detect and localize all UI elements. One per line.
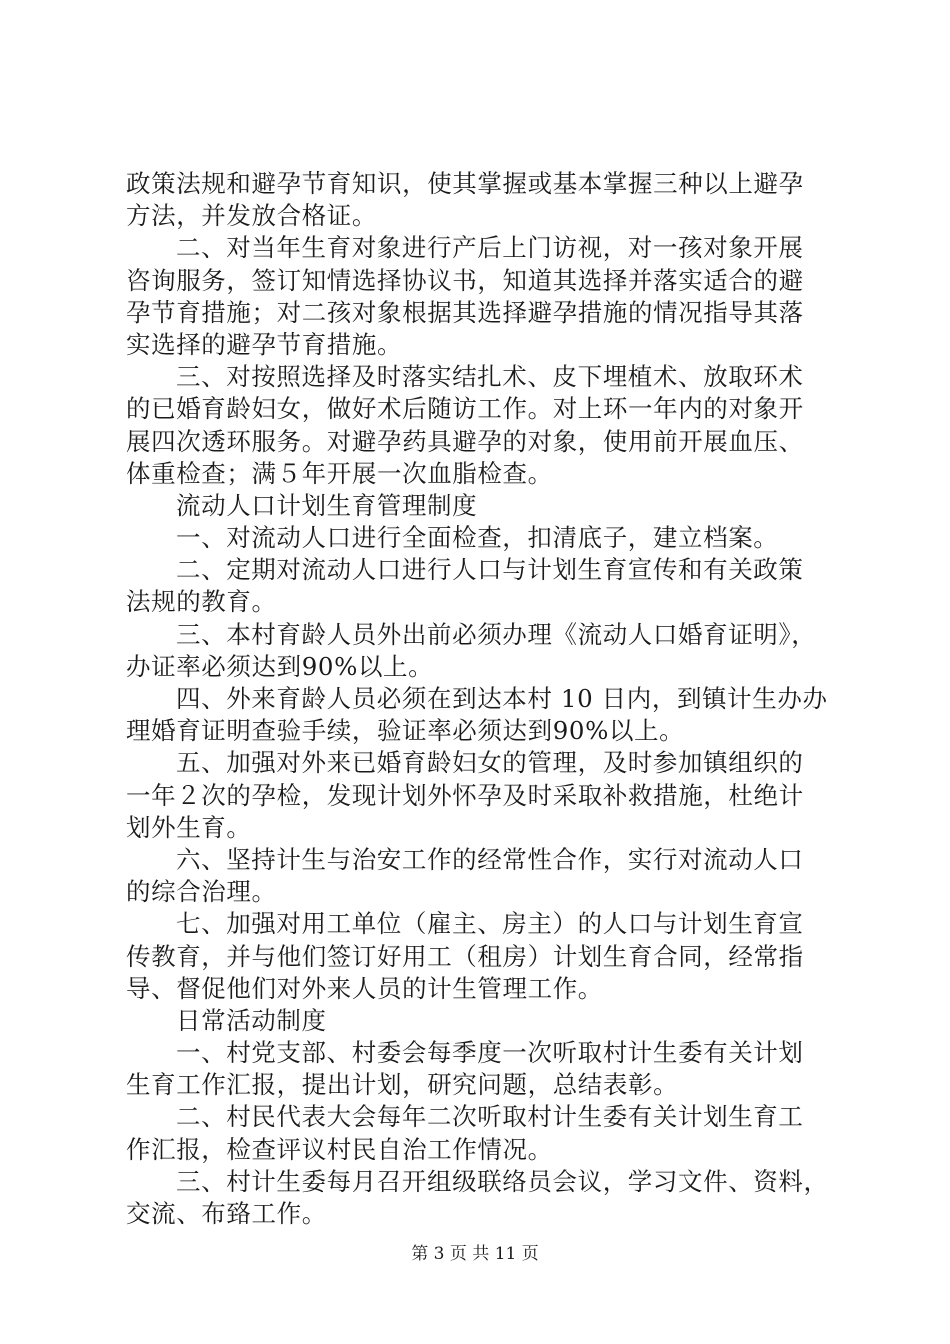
paragraph-line: 导、督促他们对外来人员的计生管理工作。: [126, 973, 603, 1003]
paragraph-line: 法规的教育。: [126, 587, 277, 617]
page-footer: 第 3 页 共 11 页: [411, 1244, 539, 1264]
paragraph-line: 一年２次的孕检，发现计划外怀孕及时采取补救措施，杜绝计: [126, 780, 804, 810]
paragraph-first-line: 五、加强对外来已婚育龄妇女的管理，及时参加镇组织的: [176, 748, 804, 778]
paragraph-first-line: 一、村党支部、村委会每季度一次听取村计生委有关计划: [176, 1038, 804, 1068]
paragraph-first-line: 三、本村育龄人员外出前必须办理《流动人口婚育证明》，: [176, 619, 817, 649]
paragraph-line: 划外生育。: [126, 812, 252, 842]
paragraph-line: 生育工作汇报，提出计划，研究问题，总结表彰。: [126, 1070, 679, 1100]
paragraph-line: 理婚育证明查验手续，验证率必须达到90%以上。: [126, 716, 685, 746]
paragraph-first-line: 六、坚持计生与治安工作的经常性合作，实行对流动人口: [176, 844, 804, 874]
paragraph-line: 的已婚育龄妇女，做好术后随访工作。对上环一年内的对象开: [126, 394, 804, 424]
paragraph-first-line: 二、村民代表大会每年二次听取村计生委有关计划生育工: [176, 1102, 804, 1132]
paragraph-line: 方法，并发放合格证。: [126, 201, 377, 231]
paragraph-first-line: 七、加强对用工单位（雇主、房主）的人口与计划生育宣: [176, 909, 804, 939]
paragraph-line: 政策法规和避孕节育知识，使其掌握或基本掌握三种以上避孕: [126, 169, 804, 198]
paragraph-line: 的综合治理。: [126, 877, 277, 907]
paragraph-first-line: 日常活动制度: [176, 1005, 327, 1035]
paragraph-line: 办证率必须达到90%以上。: [126, 651, 434, 681]
paragraph-first-line: 二、对当年生育对象进行产后上门访视，对一孩对象开展: [176, 233, 804, 263]
paragraph-line: 咨询服务，签订知情选择协议书，知道其选择并落实适合的避: [126, 265, 804, 295]
paragraph-line: 体重检查；满５年开展一次血脂检查。: [126, 458, 553, 488]
paragraph-first-line: 四、外来育龄人员必须在到达本村 10 日内，到镇计生办办: [176, 684, 828, 713]
paragraph-line: 孕节育措施；对二孩对象根据其选择避孕措施的情况指导其落: [126, 297, 804, 327]
document-body: [126, 168, 830, 1230]
paragraph-line: 传教育，并与他们签订好用工（租房）计划生育合同，经常指: [126, 941, 804, 971]
paragraph-first-line: 二、定期对流动人口进行人口与计划生育宣传和有关政策: [176, 555, 804, 585]
paragraph-first-line: 三、村计生委每月召开组级联络员会议，学习文件、资料，: [176, 1166, 829, 1196]
paragraph-line: 实选择的避孕节育措施。: [126, 329, 403, 359]
paragraph-line: 展四次透环服务。对避孕药具避孕的对象，使用前开展血压、: [126, 426, 804, 456]
paragraph-first-line: 流动人口计划生育管理制度: [176, 490, 478, 520]
paragraph-first-line: 一、对流动人口进行全面检查，扣清底子，建立档案。: [176, 523, 779, 553]
paragraph-first-line: 三、对按照选择及时落实结扎术、皮下埋植术、放取环术: [176, 362, 804, 392]
paragraph-line: 作汇报，检查评议村民自治工作情况。: [126, 1134, 553, 1164]
paragraph-line: 交流、布臵工作。: [126, 1199, 327, 1228]
